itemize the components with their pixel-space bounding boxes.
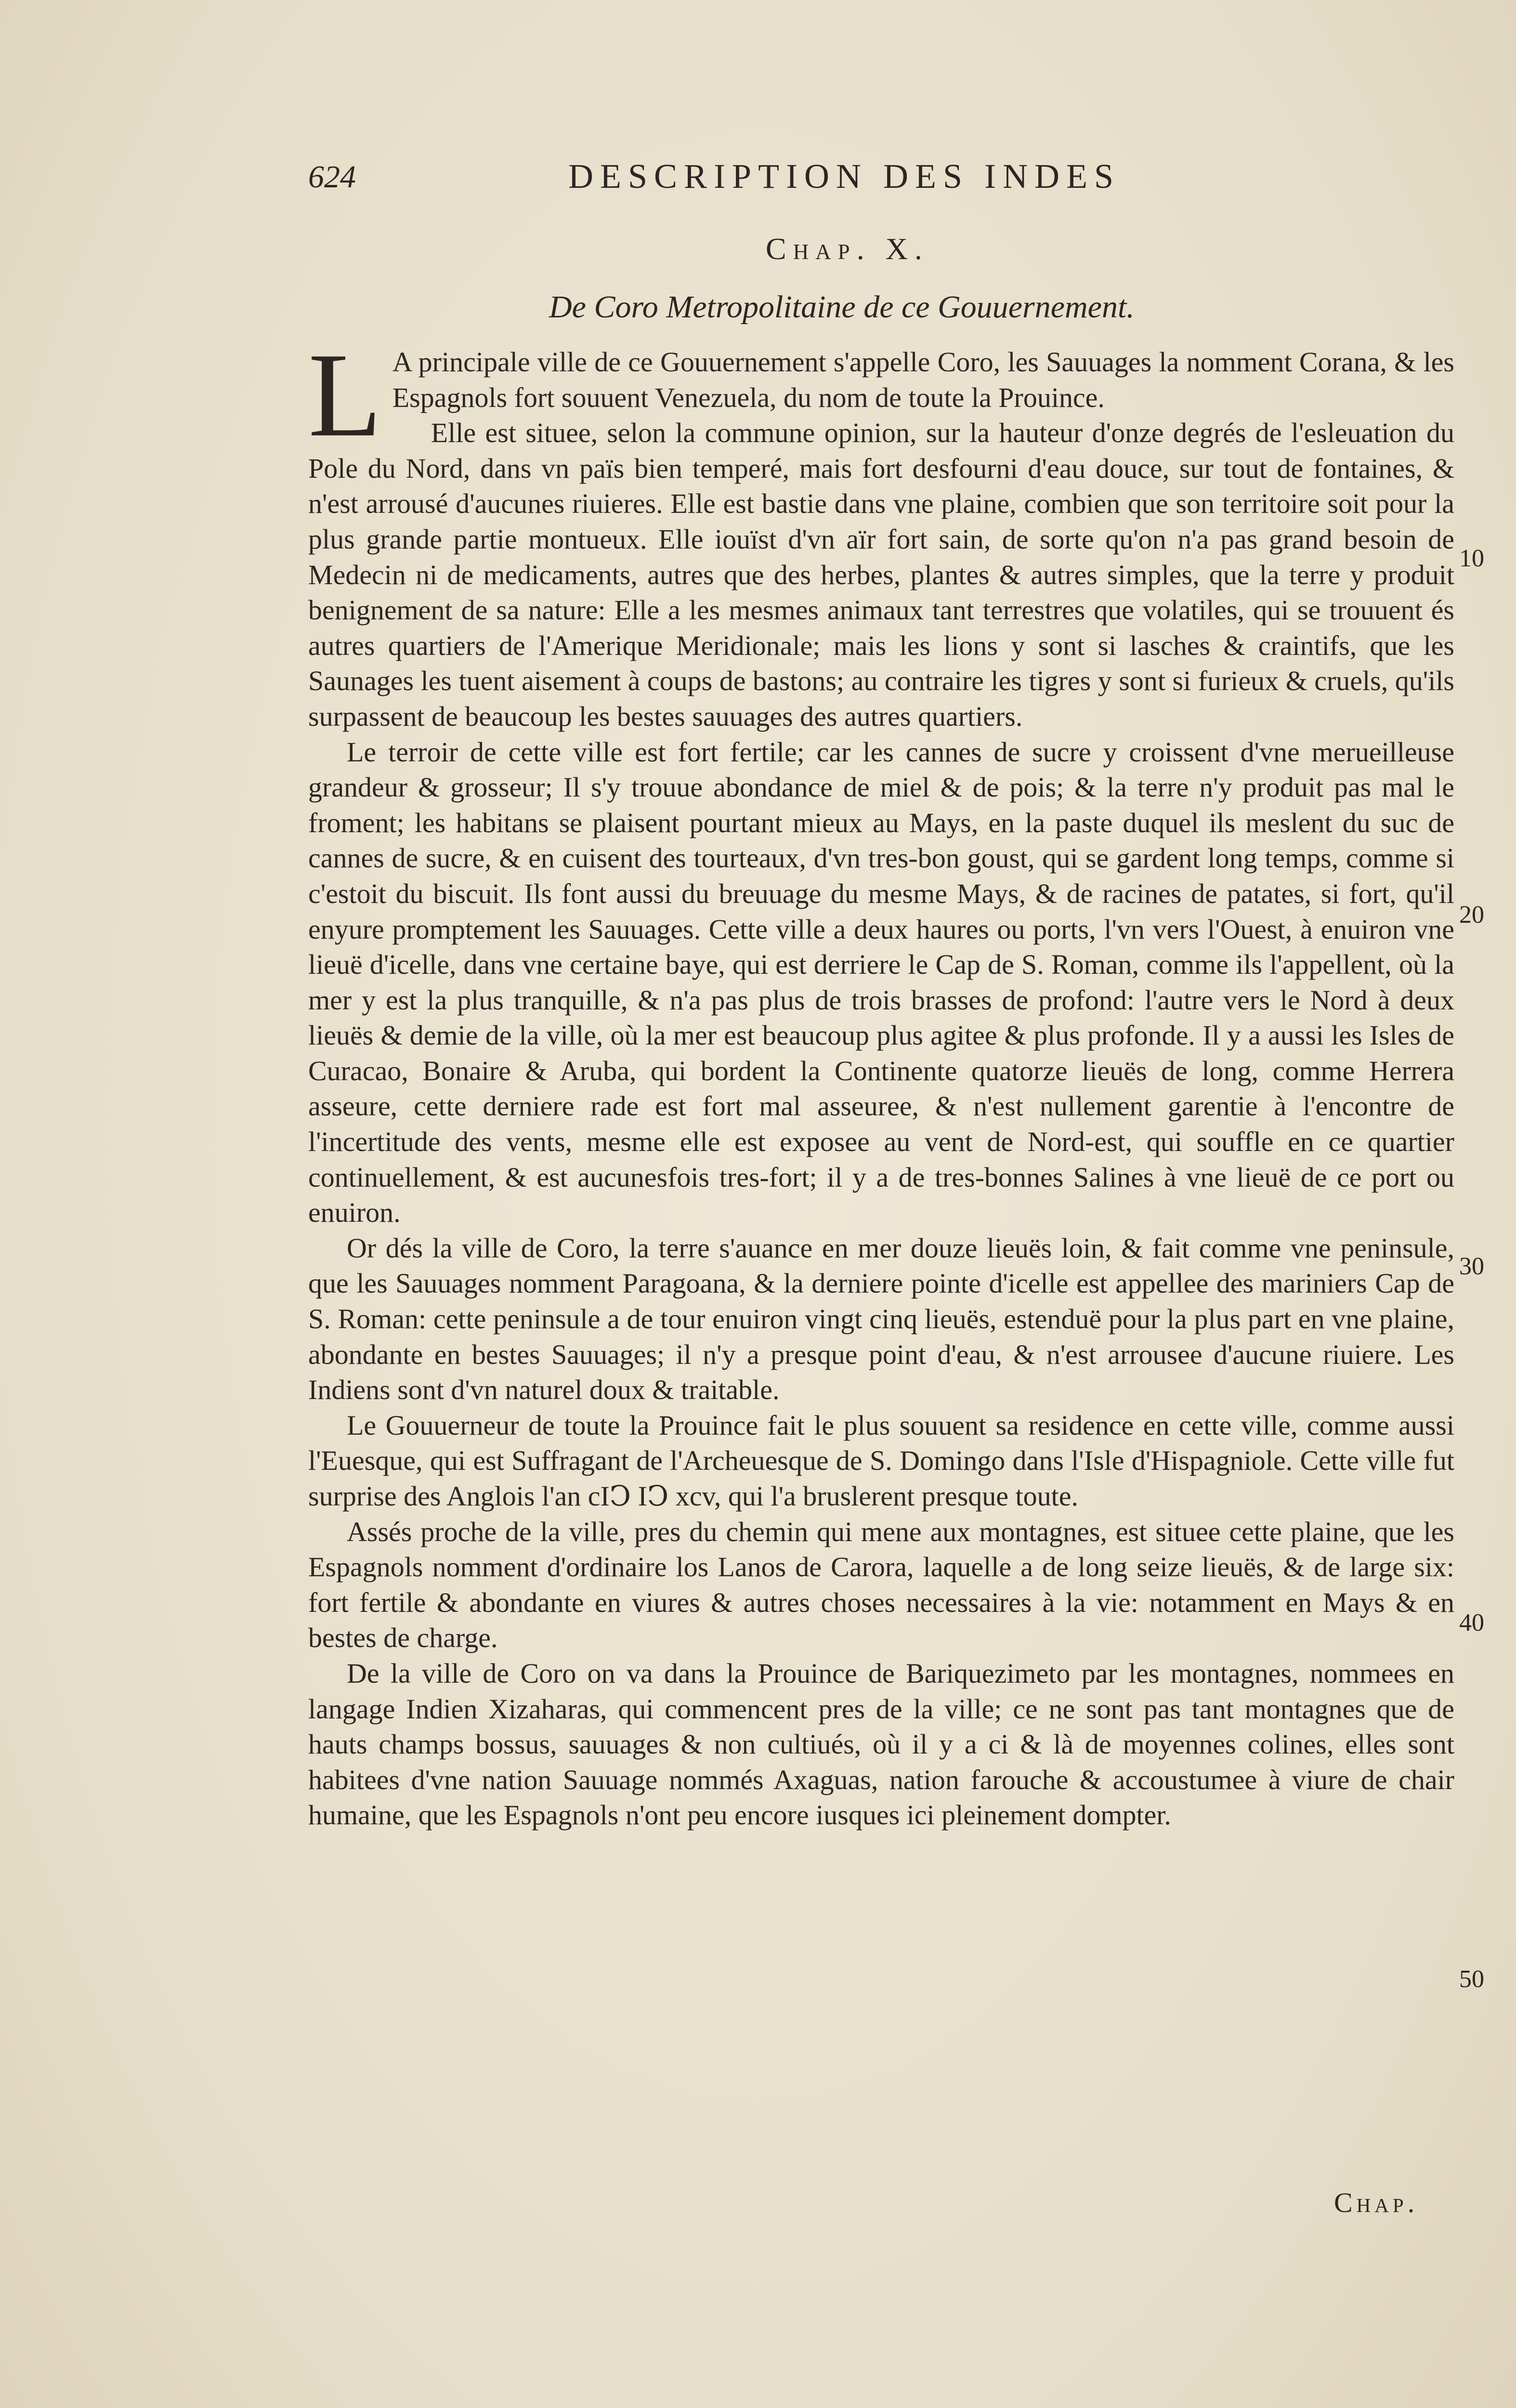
drop-cap: L	[308, 328, 382, 462]
paragraph-4: Or dés la ville de Coro, la terre s'auance en mer douze lieuës loin, & fait comme vne peninsule, que les Sauuages nomment Paragoana, & la derniere pointe d'icelle est appellee des mariniers Cap de S. Roman: cette peninsule a de tour enuiron vingt cinq lieuës, estenduë pour la plus part en vne plaine, abondante en bestes Sauuages; il n'y a presque point d'eau, & n'est arrousee d'aucune riuiere. Les Indiens sont d'vn naturel doux & traitable.	[308, 1232, 1454, 1406]
page-number: 624	[308, 159, 356, 195]
catchword: Chap.	[1334, 2187, 1419, 2218]
line-number-10: 10	[1459, 545, 1484, 572]
line-number-20: 20	[1459, 901, 1484, 929]
paragraph-1	[308, 328, 1454, 462]
body-text	[308, 328, 1454, 1833]
section-title: De Coro Metropolitaine de ce Gouuernement.	[549, 289, 1135, 325]
paragraph-5: Le Gouuerneur de toute la Prouince fait le plus souuent sa residence en cette ville, comme aussi l'Euesque, qui est Suffragant de l'Archeuesque de S. Domingo dans l'Isle d'Hispagniole. Cette ville fut surprise des Anglois l'an cIↃ IↃ xcv, qui l'a bruslerent presque toute.	[308, 1409, 1454, 1512]
paragraph-2: Elle est situee, selon la commune opinion, sur la hauteur d'onze degrés de l'esleuation du Pole du Nord, dans vn païs bien temperé, mais fort desfourni d'eau douce, sur tout de fontaines, & n'est arrousé d'aucunes riuieres. Elle est bastie dans vne plaine, combien que son territoire soit pour la plus grande partie montueux. Elle iouïst d'vn aïr fort sain, de sorte qu'on n'a pas grand besoin de Medecin ni de medicaments, autres que des herbes, plantes & autres simples, que la terre y produit benignement de sa nature: Elle a les mesmes animaux tant terrestres que volatiles, qui se trouuent és autres quartiers de l'Amerique Meridionale; mais les lions y sont si lasches & craintifs, que les Saunages les tuent aisement à coups de bastons; au contraire les tigres y sont si furieux & cruels, qu'ils surpassent de beaucoup les bestes sauuages des autres quartiers.	[308, 417, 1454, 732]
running-head: DESCRIPTION DES INDES	[568, 157, 1121, 196]
paragraph-1-text: A principale ville de ce Gouuernement s'appelle Coro, les Sauuages la nomment Corana, & les Espagnols fort souuent Venezuela, du nom de toute la Prouince.	[392, 346, 1454, 413]
chapter-title: Chap. X.	[766, 232, 929, 266]
line-number-50: 50	[1459, 1965, 1484, 1993]
paragraph-3: Le terroir de cette ville est fort fertile; car les cannes de sucre y croissent d'vne merueilleuse grandeur & grosseur; Il s'y trouue abondance de miel & de pois; & la terre n'y produit pas mal le froment; les habitans se plaisent pourtant mieux au Mays, en la paste duquel ils meslent du suc de cannes de sucre, & en cuisent des tourteaux, d'vn tres-bon goust, qui se gardent long temps, comme si c'estoit du biscuit. Ils font aussi du breuuage du mesme Mays, & de racines de patates, si fort, qu'il enyure promptement les Sauuages. Cette ville a deux haures ou ports, l'vn vers l'Ouest, à enuiron vne lieuë d'icelle, dans vne certaine baye, qui est derriere le Cap de S. Roman, comme ils l'appellent, où la mer y est la plus tranquille, & n'a pas plus de trois brasses de profond: l'autre vers le Nord à deux lieuës & demie de la ville, où la mer est beaucoup plus agitee & plus profonde. Il y a aussi les Isles de Curacao, Bonaire & Aruba, qui bordent la Continente quatorze lieuës de long, comme Herrera asseure, cette derniere rade est fort mal asseuree, & n'est nullement garentie à l'encontre de l'incertitude des vents, mesme elle est exposee au vent de Nord-est, qui souffle en ce quartier continuellement, & est aucunesfois tres-fort; il y a de tres-bonnes Salines à vne lieuë de ce port ou enuiron.	[308, 736, 1454, 1229]
paragraph-6: Assés proche de la ville, pres du chemin qui mene aux montagnes, est situee cette plaine, que les Espagnols nomment d'ordinaire los Lanos de Carora, laquelle a de long seize lieuës, & de large six: fort fertile & abondante en viures & autres choses necessaires à la vie: notamment en Mays & en bestes de charge.	[308, 1516, 1454, 1654]
line-number-40: 40	[1459, 1609, 1484, 1636]
line-number-30: 30	[1459, 1253, 1484, 1280]
paragraph-7: De la ville de Coro on va dans la Prouince de Bariquezimeto par les montagnes, nommees en langage Indien Xizaharas, qui commencent pres de la ville; ce ne sont pas tant montagnes que de hauts champs bossus, sauuages & non cultiués, où il y a ci & là de moyennes colines, elles sont habitees d'vne nation Sauuage nommés Axaguas, nation farouche & accoustumee à viure de chair humaine, que les Espagnols n'ont peu encore iusques ici pleinement dompter.	[308, 1657, 1454, 1831]
